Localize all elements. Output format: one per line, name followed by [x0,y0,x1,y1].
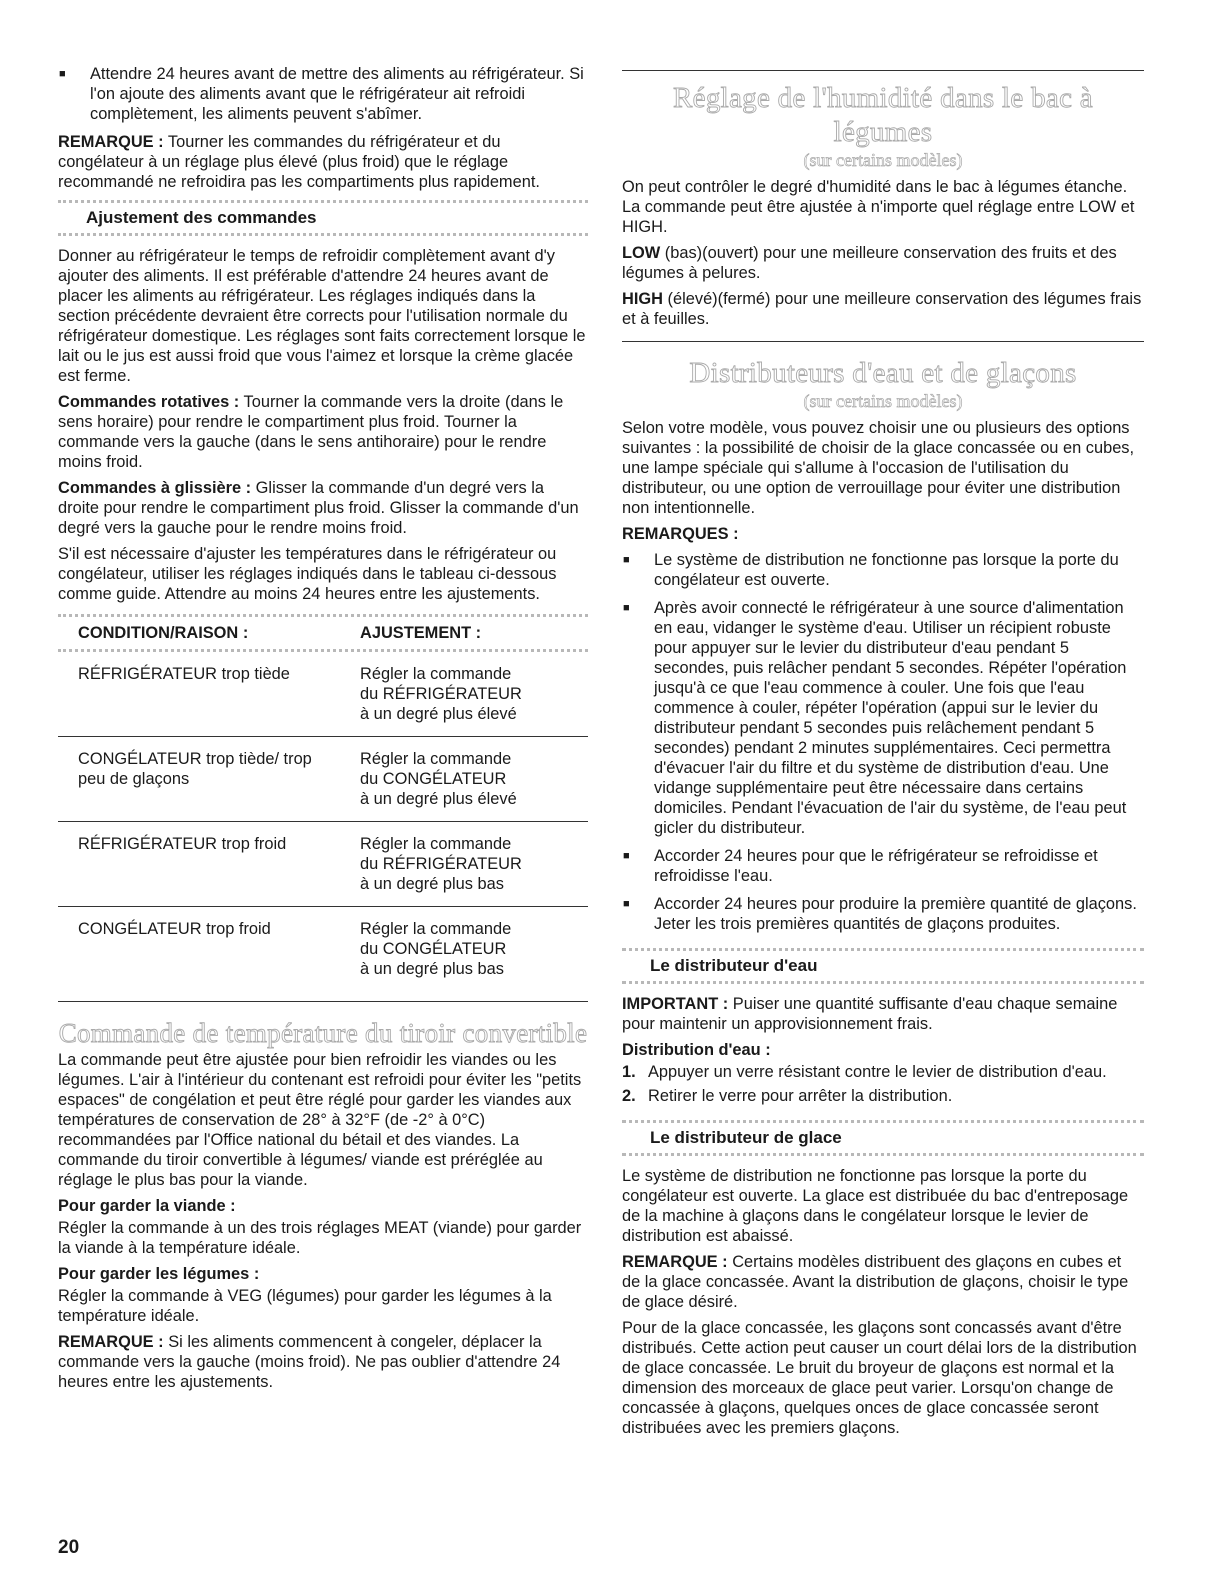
low-label: LOW [622,244,661,262]
glace-heading: Le distributeur de glace [622,1120,1144,1156]
table-row [58,737,588,822]
table-row [58,907,588,1002]
adjustment-table [58,652,588,1002]
row-condition: RÉFRIGÉRATEUR trop froid [78,835,287,853]
humidite-section-title: Réglage de l'humidité dans le bac à légumes [673,82,1093,148]
step-item [622,1062,1144,1082]
step-text: Appuyer un verre résistant contre le levier de distribution d'eau. [648,1063,1107,1081]
row-condition: CONGÉLATEUR trop froid [78,920,271,938]
distrib-subtitle: (sur certains modèles) [803,391,963,411]
remarque-text: Certains modèles distribuent des glaçons en cubes et de la glace concassée. Avant la distribution de glaçons, choisir le type de glace désiré. [622,1253,1129,1311]
rotatives-paragraph [58,392,588,472]
remarque-label: REMARQUE : [622,1253,728,1271]
eau-heading: Le distributeur d'eau [622,948,1144,984]
step-text: Retirer le verre pour arrêter la distribution. [648,1087,953,1105]
step-item [622,1086,1144,1106]
row-ajustement: Régler la commande du RÉFRIGÉRATEUR à un degré plus élevé [360,665,522,723]
remarque-text: Tourner les commandes du réfrigérateur et du congélateur à un réglage plus élevé (plus froid) que le réglage recommandé ne refroidira pas les compartiments plus rapidement. [58,133,540,191]
high-text: (élevé)(fermé) pour une meilleure conservation des légumes frais et à feuilles. [622,290,1142,328]
section-rule [622,341,1144,342]
list-item: ■ Après avoir connecté le réfrigérateur à une source d'alimentation en eau, vidanger le système d'eau. Utiliser un récipient robuste pour appuyer sur le levier du distributeur d'eau pendant 5 secondes, puis relâcher pendant 5 secondes. Répéter l'opération jusqu'à ce que l'eau commence à couler. Une fois que l'eau commence à couler, répéter l'opération (appui sur le levier du distributeur pendant 5 secondes puis relâchement pendant 5 secondes) pendant 2 minutes supplémentaires. Ceci permettra d'évacuer l'air du filtre et du système de distribution d'eau. Une vidange supplémentaire peut être nécessaire dans certains domiciles. Pendant l'évacuation de l'air du système, de l'eau peut gicler du distributeur. [622,598,1144,838]
remarques-heading: REMARQUES : [622,525,739,543]
table-row [58,652,588,737]
page-number: 20 [58,1537,80,1558]
table-row [58,822,588,907]
list-item: ■ Accorder 24 heures pour produire la première quantité de glaçons. Jeter les trois premières quantités de glaçons produites. [622,894,1144,934]
low-paragraph [622,243,1144,283]
remarque-2 [58,1332,588,1392]
header-condition: CONDITION/RAISON : [78,624,249,642]
right-column [622,64,1144,1444]
important-paragraph [622,994,1144,1034]
high-label: HIGH [622,290,663,308]
remarque-1 [58,132,588,192]
left-column [58,64,588,1398]
humidite-paragraph: On peut contrôler le degré d'humidité dans le bac à légumes étanche. La commande peut être ajustée à n'importe quel réglage entre LOW et HIGH. [622,178,1135,236]
bullet-attendre: ■ Attendre 24 heures avant de mettre des aliments au réfrigérateur. Si l'on ajoute des aliments avant que le réfrigérateur ait refroidi complètement, les aliments peuvent s'abîmer. [58,64,588,124]
viande-heading: Pour garder la viande : [58,1197,236,1215]
remarque-text: Si les aliments commencent à congeler, déplacer la commande vers la gauche (moins froid). Ne pas oublier d'attendre 24 heures entre les ajustements. [58,1333,561,1391]
distrib-section-title: Distributeurs d'eau et de glaçons [689,357,1077,389]
glace-paragraph: Le système de distribution ne fonctionne pas lorsque la porte du congélateur est ouverte. La glace est distribuée du bac d'entreposage de la machine à glaçons dans le congélateur lorsque le levier de distribution est abaissé. [622,1167,1129,1245]
row-ajustement: Régler la commande du RÉFRIGÉRATEUR à un degré plus bas [360,835,522,893]
distribution-eau-heading: Distribution d'eau : [622,1041,771,1059]
list-item: ■ Le système de distribution ne fonctionne pas lorsque la porte du congélateur est ouverte. [622,550,1144,590]
ajuster-paragraph: S'il est nécessaire d'ajuster les températures dans le réfrigérateur ou congélateur, utiliser les réglages indiqués dans le tableau ci-dessous comme guide. Attendre au moins 24 heures entre les ajustements. [58,545,557,603]
viande-paragraph: Régler la commande à un des trois réglages MEAT (viande) pour garder la viande à la température idéale. [58,1219,582,1257]
row-condition: RÉFRIGÉRATEUR trop tiède [78,665,290,683]
step-number: 1. [622,1063,636,1081]
step-number: 2. [622,1087,636,1105]
humidite-subtitle: (sur certains modèles) [803,150,963,170]
row-condition: CONGÉLATEUR trop tiède/ trop peu de glaçons [78,750,312,788]
legumes-paragraph: Régler la commande à VEG (légumes) pour garder les légumes à la température idéale. [58,1287,552,1325]
adjustment-table-header [58,614,588,652]
distrib-paragraph: Selon votre modèle, vous pouvez choisir une ou plusieurs des options suivantes : la possibilité de choisir de la glace concassée ou en cubes, une lampe spéciale qui s'allume à l'occasion de l'utilisation du distributeur, ou une option de verrouillage pour éviter une distribution non intentionnelle. [622,419,1135,517]
ajustement-heading: Ajustement des commandes [58,200,588,236]
rotatives-text: Tourner la commande vers la droite (dans le sens horaire) pour rendre le compartiment plus froid. Tourner la commande vers la gauche (dans le sens antihoraire) pour le rendre moins froid. [58,393,564,471]
important-label: IMPORTANT : [622,995,729,1013]
glissiere-text: Glisser la commande d'un degré vers la droite pour rendre le compartiment plus froid. Glisser la commande d'un degré vers la gauche pour le rendre moins froid. [58,479,579,537]
remarque-label: REMARQUE : [58,1333,164,1351]
section-rule [622,70,1144,71]
row-ajustement: Régler la commande du CONGÉLATEUR à un degré plus bas [360,920,512,978]
low-text: (bas)(ouvert) pour une meilleure conservation des fruits et des légumes à pelures. [622,244,1117,282]
glissiere-paragraph [58,478,588,538]
rotatives-label: Commandes rotatives : [58,393,240,411]
legumes-heading: Pour garder les légumes : [58,1265,260,1283]
glace-paragraph-2: Pour de la glace concassée, les glaçons sont concassés avant d'être distribués. Cette action peut causer un court délai lors de la distribution de glace concassée. Le bruit du broyeur de glaçons est normal et la dimension des morceaux de glace peut varier. Lorsqu'on change de concassée à glaçons, quelques onces de glace concassée seront distribuées avec les premiers glaçons. [622,1319,1137,1437]
glissiere-label: Commandes à glissière : [58,479,252,497]
header-ajustement: AJUSTEMENT : [360,624,482,642]
tiroir-paragraph: La commande peut être ajustée pour bien refroidir les viandes ou les légumes. L'air à l'intérieur du contenant est refroidi pour éviter les "petits espaces" de congélation et peut être réglé pour garder les viandes aux températures de conservation de 28° à 32°F (de -2° à 0°C) recommandées par l'Office national du bétail et des viandes. La commande du tiroir convertible à légumes/ viande est préréglée au réglage le plus bas pour la viande. [58,1051,582,1189]
remarque-3 [622,1252,1144,1312]
important-text: Puiser une quantité suffisante d'eau chaque semaine pour maintenir un approvisionnement frais. [622,995,1118,1033]
remarque-label: REMARQUE : [58,133,164,151]
tiroir-section-title: Commande de température du tiroir convertible [58,1018,588,1048]
high-paragraph [622,289,1144,329]
list-item: ■ Accorder 24 heures pour que le réfrigérateur se refroidisse et refroidisse l'eau. [622,846,1144,886]
ajustement-paragraph: Donner au réfrigérateur le temps de refroidir complètement avant d'y ajouter des aliments. Il est préférable d'attendre 24 heures avant de placer les aliments au réfrigérateur. Les réglages indiqués dans la section précédente devraient être corrects pour l'utilisation normale du réfrigérateur domestique. Les réglages sont faits correctement lorsque le lait ou le jus est aussi froid que vous l'aimez et lorsque la crème glacée est ferme. [58,247,586,385]
row-ajustement: Régler la commande du CONGÉLATEUR à un degré plus élevé [360,750,517,808]
